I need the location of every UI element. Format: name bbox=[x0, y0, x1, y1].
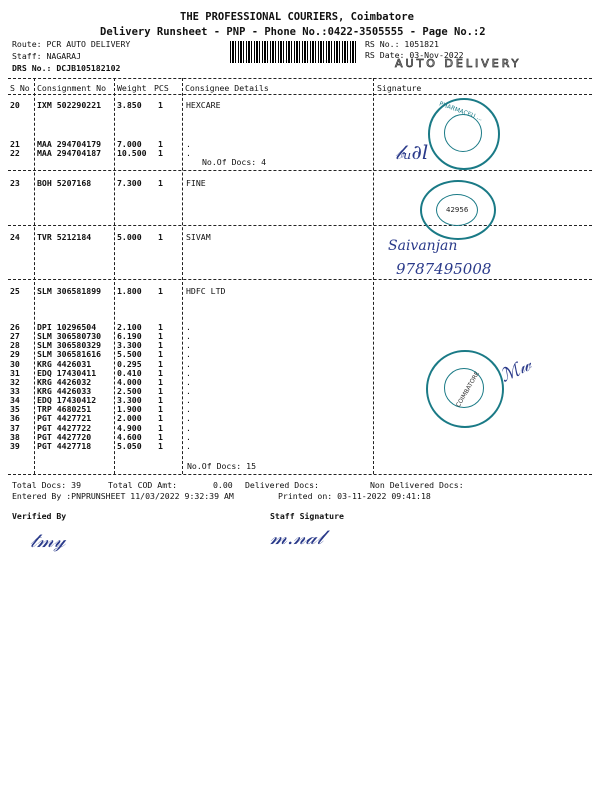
non-delivered-docs: Non Delivered Docs: bbox=[370, 480, 464, 490]
row-consignee: . bbox=[186, 148, 191, 158]
row-pcs: 1 bbox=[158, 148, 163, 158]
row-sno: 30 bbox=[10, 359, 20, 369]
row-sno: 29 bbox=[10, 349, 20, 359]
row-consignee: . bbox=[186, 359, 191, 369]
row-sno: 38 bbox=[10, 432, 20, 442]
col-header-sno: S No bbox=[10, 83, 30, 93]
group-doc-count: No.Of Docs: 4 bbox=[202, 157, 267, 167]
group-divider bbox=[8, 474, 592, 475]
rs-number: RS No.: 1051821 bbox=[365, 39, 439, 49]
row-consignment-no: SLM 306581616 bbox=[37, 349, 102, 359]
row-sno: 28 bbox=[10, 340, 20, 350]
row-weight: 6.190 bbox=[117, 331, 142, 341]
row-consignment-no: TRP 4680251 bbox=[37, 404, 92, 414]
row-consignment-no: SLM 306580730 bbox=[37, 331, 102, 341]
row-pcs: 1 bbox=[158, 178, 163, 188]
row-consignment-no: MAA 294704187 bbox=[37, 148, 102, 158]
row-consignee: . bbox=[186, 441, 191, 451]
row-sno: 34 bbox=[10, 395, 20, 405]
row-weight: 10.500 bbox=[117, 148, 147, 158]
row-weight: 3.300 bbox=[117, 395, 142, 405]
staff-signature-label: Staff Signature bbox=[270, 511, 344, 521]
row-consignee: . bbox=[186, 404, 191, 414]
group-divider bbox=[8, 170, 592, 171]
total-cod-label: Total COD Amt: bbox=[108, 480, 178, 490]
total-cod-value: 0.00 bbox=[213, 480, 233, 490]
row-sno: 36 bbox=[10, 413, 20, 423]
row-consignee: . bbox=[186, 139, 191, 149]
row-sno: 31 bbox=[10, 368, 20, 378]
row-pcs: 1 bbox=[158, 413, 163, 423]
auto-delivery-stamp: AUTO DELIVERY bbox=[395, 57, 522, 70]
row-consignment-no: SLM 306581899 bbox=[37, 286, 102, 296]
row-consignee: FINE bbox=[186, 178, 206, 188]
row-consignee: . bbox=[186, 349, 191, 359]
row-pcs: 1 bbox=[158, 349, 163, 359]
row-weight: 7.000 bbox=[117, 139, 142, 149]
row-consignment-no: IXM 502290221 bbox=[37, 100, 102, 110]
printed-on: Printed on: 03-11-2022 09:41:18 bbox=[278, 491, 431, 501]
receiver-phone-handwritten: 9787495008 bbox=[396, 260, 492, 278]
row-pcs: 1 bbox=[158, 395, 163, 405]
row-consignment-no: KRG 4426031 bbox=[37, 359, 92, 369]
row-pcs: 1 bbox=[158, 232, 163, 242]
row-consignment-no: MAA 294704179 bbox=[37, 139, 102, 149]
divider bbox=[8, 94, 592, 95]
row-weight: 5.500 bbox=[117, 349, 142, 359]
pharmaceuticals-stamp: PHARMACEU ... bbox=[428, 98, 500, 170]
verifier-signature: 𝓉𝓂𝓎 bbox=[30, 528, 66, 552]
row-sno: 39 bbox=[10, 441, 20, 451]
row-consignee: . bbox=[186, 322, 191, 332]
row-sno: 25 bbox=[10, 286, 20, 296]
row-pcs: 1 bbox=[158, 331, 163, 341]
col-header-weight: Weight bbox=[117, 83, 147, 93]
row-pcs: 1 bbox=[158, 139, 163, 149]
barcode bbox=[230, 41, 358, 63]
row-weight: 2.000 bbox=[117, 413, 142, 423]
row-consignment-no: EDQ 17430412 bbox=[37, 395, 97, 405]
row-weight: 5.050 bbox=[117, 441, 142, 451]
drs-number: DRS No.: DCJB105182102 bbox=[12, 63, 121, 73]
row-pcs: 1 bbox=[158, 340, 163, 350]
row-pcs: 1 bbox=[158, 377, 163, 387]
col-header-consignment: Consignment No bbox=[37, 83, 107, 93]
row-weight: 3.300 bbox=[117, 340, 142, 350]
row-weight: 4.900 bbox=[117, 423, 142, 433]
row-consignment-no: DPI 10296504 bbox=[37, 322, 97, 332]
handwritten-signature: ℳ𝓌 bbox=[497, 354, 535, 387]
row-consignment-no: TVR 5212184 bbox=[37, 232, 92, 242]
row-sno: 33 bbox=[10, 386, 20, 396]
row-consignment-no: PGT 4427721 bbox=[37, 413, 92, 423]
row-pcs: 1 bbox=[158, 423, 163, 433]
row-sno: 32 bbox=[10, 377, 20, 387]
entered-by: Entered By :PNPRUNSHEET 11/03/2022 9:32:39 AM bbox=[12, 491, 234, 501]
row-pcs: 1 bbox=[158, 386, 163, 396]
row-consignee: . bbox=[186, 331, 191, 341]
row-weight: 5.000 bbox=[117, 232, 142, 242]
row-weight: 4.600 bbox=[117, 432, 142, 442]
rs-date: RS Date: 03-Nov-2022 bbox=[365, 50, 464, 60]
column-rule bbox=[34, 78, 35, 474]
row-sno: 26 bbox=[10, 322, 20, 332]
finance-corporation-stamp: COIMBATORE bbox=[426, 350, 504, 428]
row-consignment-no: PGT 4427720 bbox=[37, 432, 92, 442]
staff-handwritten-signature: 𝓂.𝓃𝒶𝓁 bbox=[270, 525, 324, 549]
delivered-docs: Delivered Docs: bbox=[245, 480, 319, 490]
handwritten-signature: 𝒷ᵤ∂l bbox=[395, 140, 429, 164]
row-pcs: 1 bbox=[158, 441, 163, 451]
divider bbox=[8, 78, 592, 79]
row-consignee: . bbox=[186, 377, 191, 387]
row-sno: 37 bbox=[10, 423, 20, 433]
row-consignee: . bbox=[186, 432, 191, 442]
staff-label: Staff: NAGARAJ bbox=[12, 51, 82, 61]
col-header-consignee: Consignee Details bbox=[185, 83, 269, 93]
row-consignee: . bbox=[186, 395, 191, 405]
stamp-number: 42956 bbox=[446, 206, 469, 214]
group-divider bbox=[8, 225, 592, 226]
receiver-name-handwritten: Saivanjan bbox=[388, 238, 458, 254]
column-rule bbox=[114, 78, 115, 474]
row-consignee: SIVAM bbox=[186, 232, 211, 242]
row-consignment-no: PGT 4427722 bbox=[37, 423, 92, 433]
row-weight: 0.295 bbox=[117, 359, 142, 369]
row-consignee: . bbox=[186, 340, 191, 350]
row-pcs: 1 bbox=[158, 432, 163, 442]
row-consignment-no: SLM 306580329 bbox=[37, 340, 102, 350]
row-sno: 20 bbox=[10, 100, 20, 110]
row-pcs: 1 bbox=[158, 100, 163, 110]
row-sno: 21 bbox=[10, 139, 20, 149]
col-header-pcs: PCS bbox=[154, 83, 169, 93]
group-doc-count: No.Of Docs: 15 bbox=[187, 461, 257, 471]
row-weight: 4.000 bbox=[117, 377, 142, 387]
row-consignee: . bbox=[186, 413, 191, 423]
group-divider bbox=[8, 279, 592, 280]
row-weight: 7.300 bbox=[117, 178, 142, 188]
row-consignee: . bbox=[186, 423, 191, 433]
row-pcs: 1 bbox=[158, 368, 163, 378]
row-consignment-no: PGT 4427718 bbox=[37, 441, 92, 451]
col-header-signature: Signature bbox=[377, 83, 422, 93]
company-title: THE PROFESSIONAL COURIERS, Coimbatore bbox=[180, 11, 414, 23]
row-pcs: 1 bbox=[158, 359, 163, 369]
row-consignment-no: KRG 4426033 bbox=[37, 386, 92, 396]
row-sno: 23 bbox=[10, 178, 20, 188]
route-label: Route: PCR AUTO DELIVERY bbox=[12, 39, 131, 49]
row-consignment-no: EDQ 17430411 bbox=[37, 368, 97, 378]
row-weight: 2.100 bbox=[117, 322, 142, 332]
row-weight: 0.410 bbox=[117, 368, 142, 378]
row-consignment-no: KRG 4426032 bbox=[37, 377, 92, 387]
fine-product-stamp bbox=[420, 180, 496, 240]
row-sno: 27 bbox=[10, 331, 20, 341]
row-pcs: 1 bbox=[158, 404, 163, 414]
row-weight: 1.800 bbox=[117, 286, 142, 296]
row-consignee: . bbox=[186, 386, 191, 396]
column-rule bbox=[182, 78, 183, 474]
row-weight: 1.900 bbox=[117, 404, 142, 414]
row-weight: 2.500 bbox=[117, 386, 142, 396]
row-sno: 24 bbox=[10, 232, 20, 242]
row-weight: 3.850 bbox=[117, 100, 142, 110]
runsheet-subtitle: Delivery Runsheet - PNP - Phone No.:0422-3505555 - Page No.:2 bbox=[100, 26, 486, 38]
row-pcs: 1 bbox=[158, 286, 163, 296]
row-sno: 35 bbox=[10, 404, 20, 414]
column-rule bbox=[373, 78, 374, 474]
row-consignee: . bbox=[186, 368, 191, 378]
row-consignee: HEXCARE bbox=[186, 100, 221, 110]
row-sno: 22 bbox=[10, 148, 20, 158]
verified-by-label: Verified By bbox=[12, 511, 67, 521]
row-consignment-no: BOH 5207168 bbox=[37, 178, 92, 188]
row-pcs: 1 bbox=[158, 322, 163, 332]
row-consignee: HDFC LTD bbox=[186, 286, 226, 296]
total-docs: Total Docs: 39 bbox=[12, 480, 82, 490]
